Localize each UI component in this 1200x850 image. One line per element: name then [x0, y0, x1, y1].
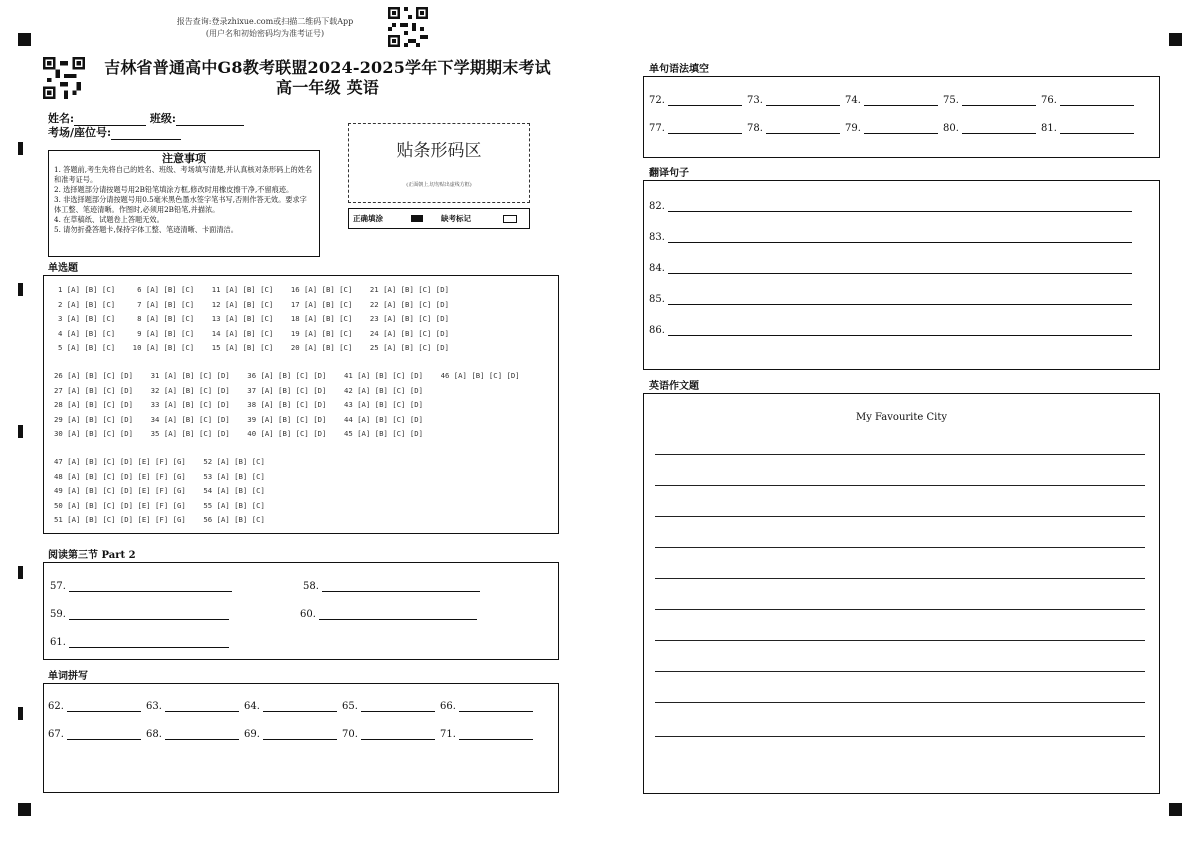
timing-mark — [1169, 33, 1182, 46]
report-notice — [150, 16, 380, 40]
answer-number: 66. — [440, 701, 456, 712]
answer-number: 67. — [48, 729, 64, 740]
timing-mark — [18, 707, 23, 720]
answer-number: 70. — [342, 729, 358, 740]
exam-title-line1: 吉林省普通高中G8教考联盟2024-2025学年下学期期末考试 — [104, 58, 551, 77]
answer-number: 61. — [50, 637, 66, 648]
answer-number: 86. — [649, 325, 665, 336]
timing-mark — [18, 283, 23, 296]
answer-85[interactable] — [649, 294, 1132, 305]
answer-62[interactable] — [48, 701, 141, 712]
timing-mark — [18, 142, 23, 155]
exam-title-line2: 高一年级 英语 — [276, 78, 379, 97]
essay-line[interactable] — [655, 485, 1145, 486]
section-title-single-choice: 单选题 — [48, 263, 78, 274]
answer-number: 60. — [300, 609, 316, 620]
report-notice-line2: (用户名和初始密码均为准考证号) — [205, 29, 325, 38]
notes-item: 1. 答题前,考生先将自己的姓名、班级、考场填写清楚,并认真核对条形码上的姓名和准考证号。 — [54, 165, 313, 184]
answer-number: 69. — [244, 729, 260, 740]
answer-number: 65. — [342, 701, 358, 712]
answer-71[interactable] — [440, 729, 533, 740]
timing-mark — [18, 33, 31, 46]
answer-number: 81. — [1041, 123, 1057, 134]
answer-number: 79. — [845, 123, 861, 134]
qr-code-icon — [43, 57, 85, 99]
grammar-box — [643, 76, 1160, 158]
answer-number: 57. — [50, 581, 66, 592]
answer-83[interactable] — [649, 232, 1132, 243]
answer-59[interactable] — [50, 609, 229, 620]
seat-row — [48, 124, 181, 140]
notes-item: 5. 请勿折叠答题卡,保持字体工整、笔迹清晰、卡面清洁。 — [54, 225, 238, 234]
answer-69[interactable] — [244, 729, 337, 740]
essay-line[interactable] — [655, 640, 1145, 641]
correct-fill-sample — [411, 215, 423, 222]
mc-block-3[interactable]: 47 [A] [B] [C] [D] [E] [F] [G] 52 [A] [B] [C] 48 [A] [B] [C] [D] [E] [F] [G] 53 [A] [B] [C] 49 [A] [B] [C] [D] [E] [F] [G] 54 [A] [B] [C] 50 [A] [B] [C] [D] [E] [F] [G] 55 [A] [B] [C] 51 [A] [B] [C] [D] [E] [F] [G] 56 [A] [B] [C] — [54, 457, 265, 524]
answer-number: 62. — [48, 701, 64, 712]
name-label: 姓名: — [48, 112, 75, 125]
notes-title: 注意事项 — [162, 152, 206, 165]
answer-number: 72. — [649, 95, 665, 106]
exam-title — [95, 58, 560, 98]
barcode-note: (正面朝上,切勿贴出虚线方框) — [406, 182, 472, 188]
seat-label: 考场/座位号: — [48, 126, 112, 139]
notes-item: 2. 选择题部分请按题号用2B铅笔填涂方框,修改时用橡皮擦干净,不留痕迹。 — [54, 185, 294, 194]
essay-title: My Favourite City — [855, 412, 947, 423]
answer-82[interactable] — [649, 201, 1132, 212]
answer-70[interactable] — [342, 729, 435, 740]
essay-line[interactable] — [655, 454, 1145, 455]
answer-60[interactable] — [300, 609, 477, 620]
answer-number: 58. — [303, 581, 319, 592]
report-notice-line1: 报告查询:登录zhixue.com或扫描二维码下载App — [176, 17, 354, 26]
section-title-essay: 英语作文题 — [649, 381, 699, 392]
answer-number: 75. — [943, 95, 959, 106]
answer-68[interactable] — [146, 729, 239, 740]
absent-label: 缺考标记 — [441, 214, 471, 223]
timing-mark — [18, 803, 31, 816]
answer-number: 64. — [244, 701, 260, 712]
answer-number: 78. — [747, 123, 763, 134]
answer-72[interactable] — [649, 95, 742, 106]
notes-box — [48, 150, 320, 257]
answer-81[interactable] — [1041, 123, 1134, 134]
answer-57[interactable] — [50, 581, 232, 592]
answer-80[interactable] — [943, 123, 1036, 134]
essay-line[interactable] — [655, 671, 1145, 672]
answer-84[interactable] — [649, 263, 1132, 274]
absent-checkbox[interactable] — [503, 215, 517, 223]
answer-number: 82. — [649, 201, 665, 212]
answer-number: 68. — [146, 729, 162, 740]
qr-code-icon — [388, 7, 428, 47]
mc-block-1[interactable]: 1 [A] [B] [C] 6 [A] [B] [C] 11 [A] [B] [C] 16 [A] [B] [C] 21 [A] [B] [C] [D] 2 [A] [B] [C] 7 [A] [B] [C] 12 [A] [B] [C] 17 [A] [B] [C] 22 [A] [B] [C] [D] 3 [A] [B] [C] 8 [A] [B] [C] 13 [A] [B] [C] 18 [A] [B] [C] 23 [A] [B] [C] [D] 4 [A] [B] [C] 9 [A] [B] [C] 14 [A] [B] [C] 19 [A] [B] [C] 24 [A] [B] [C] [D] 5 [A] [B] [C] 10 [A] [B] [C] 15 [A] [B] [C] 20 [A] [B] [C] 25 [A] [B] [C] [D] — [58, 285, 449, 352]
barcode-title: 贴条形码区 — [396, 141, 482, 161]
answer-76[interactable] — [1041, 95, 1134, 106]
answer-number: 59. — [50, 609, 66, 620]
essay-line[interactable] — [655, 736, 1145, 737]
mc-block-2[interactable]: 26 [A] [B] [C] [D] 31 [A] [B] [C] [D] 36 [A] [B] [C] [D] 41 [A] [B] [C] [D] 46 [A] [B] [C] [D] 27 [A] [B] [C] [D] 32 [A] [B] [C] [D] 37 [A] [B] [C] [D] 42 [A] [B] [C] [D] 28 [A] [B] [C] [D] 33 [A] [B] [C] [D] 38 [A] [B] [C] [D] 43 [A] [B] [C] [D] 29 [A] [B] [C] [D] 34 [A] [B] [C] [D] 39 [A] [B] [C] [D] 44 [A] [B] [C] [D] 30 [A] [B] [C] [D] 35 [A] [B] [C] [D] 40 [A] [B] [C] [D] 45 [A] [B] [C] [D] — [54, 371, 520, 438]
notes-item: 4. 在草稿纸、试题卷上答题无效。 — [54, 215, 164, 224]
correct-fill-label: 正确填涂 — [353, 214, 383, 223]
answer-63[interactable] — [146, 701, 239, 712]
essay-line[interactable] — [655, 547, 1145, 548]
answer-number: 73. — [747, 95, 763, 106]
section-title-grammar: 单句语法填空 — [649, 64, 709, 75]
answer-73[interactable] — [747, 95, 840, 106]
answer-number: 74. — [845, 95, 861, 106]
section-title-reading: 阅读第三节 Part 2 — [48, 550, 136, 561]
answer-number: 63. — [146, 701, 162, 712]
class-label: 班级: — [149, 112, 176, 125]
answer-75[interactable] — [943, 95, 1036, 106]
answer-64[interactable] — [244, 701, 337, 712]
answer-number: 80. — [943, 123, 959, 134]
answer-86[interactable] — [649, 325, 1132, 336]
answer-65[interactable] — [342, 701, 435, 712]
essay-line[interactable] — [655, 516, 1145, 517]
essay-line[interactable] — [655, 578, 1145, 579]
timing-mark — [18, 566, 23, 579]
answer-61[interactable] — [50, 637, 229, 648]
timing-mark — [1169, 803, 1182, 816]
answer-66[interactable] — [440, 701, 533, 712]
answer-58[interactable] — [303, 581, 480, 592]
answer-number: 71. — [440, 729, 456, 740]
answer-74[interactable] — [845, 95, 938, 106]
timing-mark — [18, 425, 23, 438]
fill-legend — [348, 208, 530, 229]
answer-78[interactable] — [747, 123, 840, 134]
essay-line[interactable] — [655, 702, 1145, 703]
answer-number: 84. — [649, 263, 665, 274]
answer-number: 85. — [649, 294, 665, 305]
essay-line[interactable] — [655, 609, 1145, 610]
answer-number: 76. — [1041, 95, 1057, 106]
barcode-area — [348, 123, 530, 203]
answer-77[interactable] — [649, 123, 742, 134]
answer-67[interactable] — [48, 729, 141, 740]
notes-item: 3. 非选择题部分请按题号用0.5毫米黑色墨水签字笔书写,否则作答无效。要求字体工整、笔迹清晰。作图时,必须用2B铅笔,并描浓。 — [54, 195, 307, 214]
class-field[interactable] — [176, 114, 244, 126]
seat-field[interactable] — [111, 128, 181, 140]
answer-number: 77. — [649, 123, 665, 134]
section-title-spelling: 单词拼写 — [48, 671, 88, 682]
answer-79[interactable] — [845, 123, 938, 134]
section-title-translation: 翻译句子 — [649, 168, 689, 179]
answer-number: 83. — [649, 232, 665, 243]
